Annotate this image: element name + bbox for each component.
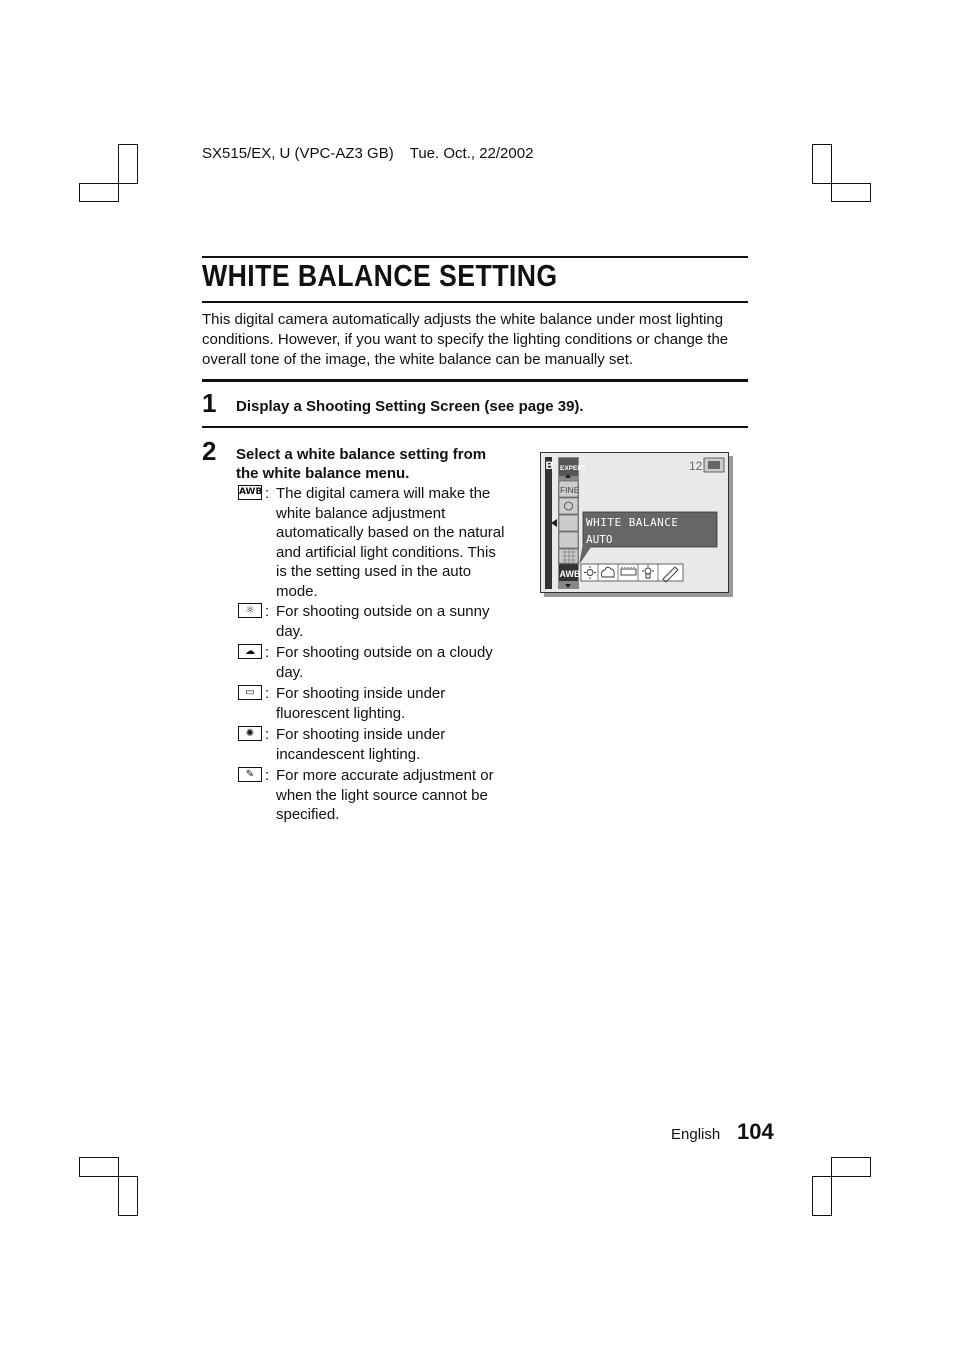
camera-screen-illustration (540, 452, 729, 593)
sunny-icon: ☼ (238, 603, 262, 618)
wb-colon: : (265, 644, 270, 661)
popup-line-2: AUTO (586, 533, 613, 546)
mode-bar (545, 457, 552, 589)
shots-remaining: 12 (689, 459, 703, 473)
popup-pointer (579, 543, 591, 565)
wb-icon-strip (581, 564, 683, 581)
fluorescent-icon: ▭ (238, 685, 262, 700)
wb-colon: : (265, 603, 270, 620)
popup-line-1: WHITE BALANCE (586, 516, 678, 529)
wb-option-cloudy (238, 643, 510, 682)
crop-mark-bottom-left-horizontal (79, 1157, 119, 1177)
wb-option-desc: For shooting outside on a cloudy day. (276, 644, 493, 681)
crop-mark-top-right-horizontal (831, 183, 871, 202)
dropper-icon: ✎ (238, 767, 262, 782)
step-1-text: Display a Shooting Setting Screen (see page 39). (236, 398, 584, 415)
mode-letter: B (545, 460, 554, 472)
print-date: Tue. Oct., 22/2002 (409, 145, 534, 162)
camera-screen-svg (541, 453, 727, 591)
awb-icon: AWB (238, 485, 262, 500)
step-2-number: 2 (202, 436, 217, 466)
crop-mark-bottom-right-horizontal (831, 1157, 871, 1177)
wb-option-desc: For more accurate adjustment or when the light source cannot be specified. (276, 767, 494, 823)
step-2-text: Select a white balance setting from the white balance menu. (236, 446, 487, 482)
wb-option-desc: For shooting inside under fluorescent lighting. (276, 685, 446, 722)
crop-mark-bottom-left-vertical (118, 1176, 138, 1216)
wb-option-sunny (238, 602, 510, 641)
wb-colon: : (265, 726, 270, 743)
wb-colon: : (265, 767, 270, 784)
step-1-rule (202, 379, 748, 382)
cloudy-icon: ☁ (238, 644, 262, 659)
wb-option-incandescent (238, 725, 510, 764)
fine-label: FINE (560, 485, 580, 495)
title-bottom-rule (202, 301, 748, 303)
focus-icon (559, 515, 578, 531)
wb-colon: : (265, 485, 270, 502)
card-icon-inner (708, 461, 720, 469)
intro-paragraph: This digital camera automatically adjusts the white balance under most lighting conditions. However, if you want to specify the lighting conditions or change the overall tone of the image, the white balance can be manually set. (202, 311, 729, 368)
wb-option-desc: For shooting inside under incandescent lighting. (276, 726, 446, 763)
model-code: SX515/EX, U (VPC-AZ3 GB) (202, 145, 394, 162)
wb-option-desc: The digital camera will make the white balance adjustment automatically based on the natural and artificial light conditions. This is the setting used in the auto mode. (276, 485, 505, 600)
incandescent-icon: ✺ (238, 726, 262, 741)
self-timer-icon (559, 498, 578, 514)
footer-language: English (671, 1126, 721, 1143)
step-1-number: 1 (202, 388, 217, 418)
expert-label: EXPERT (560, 465, 587, 472)
crop-mark-top-left-horizontal (79, 183, 119, 202)
crop-mark-top-right-vertical (812, 144, 832, 184)
wb-option-fluorescent (238, 684, 510, 723)
wb-colon: : (265, 685, 270, 702)
wb-option-awb (238, 484, 510, 601)
page-title: WHITE BALANCE SETTING (202, 258, 558, 293)
crop-mark-bottom-right-vertical (812, 1176, 832, 1216)
step-2-rule (202, 426, 748, 428)
page-number: 104 (737, 1119, 774, 1144)
awb-tile-label: AWB (559, 569, 581, 579)
wb-option-manual (238, 766, 510, 825)
print-header (202, 145, 533, 162)
iso-icon (559, 532, 578, 548)
wb-option-desc: For shooting outside on a sunny day. (276, 603, 490, 640)
crop-mark-top-left-vertical (118, 144, 138, 184)
